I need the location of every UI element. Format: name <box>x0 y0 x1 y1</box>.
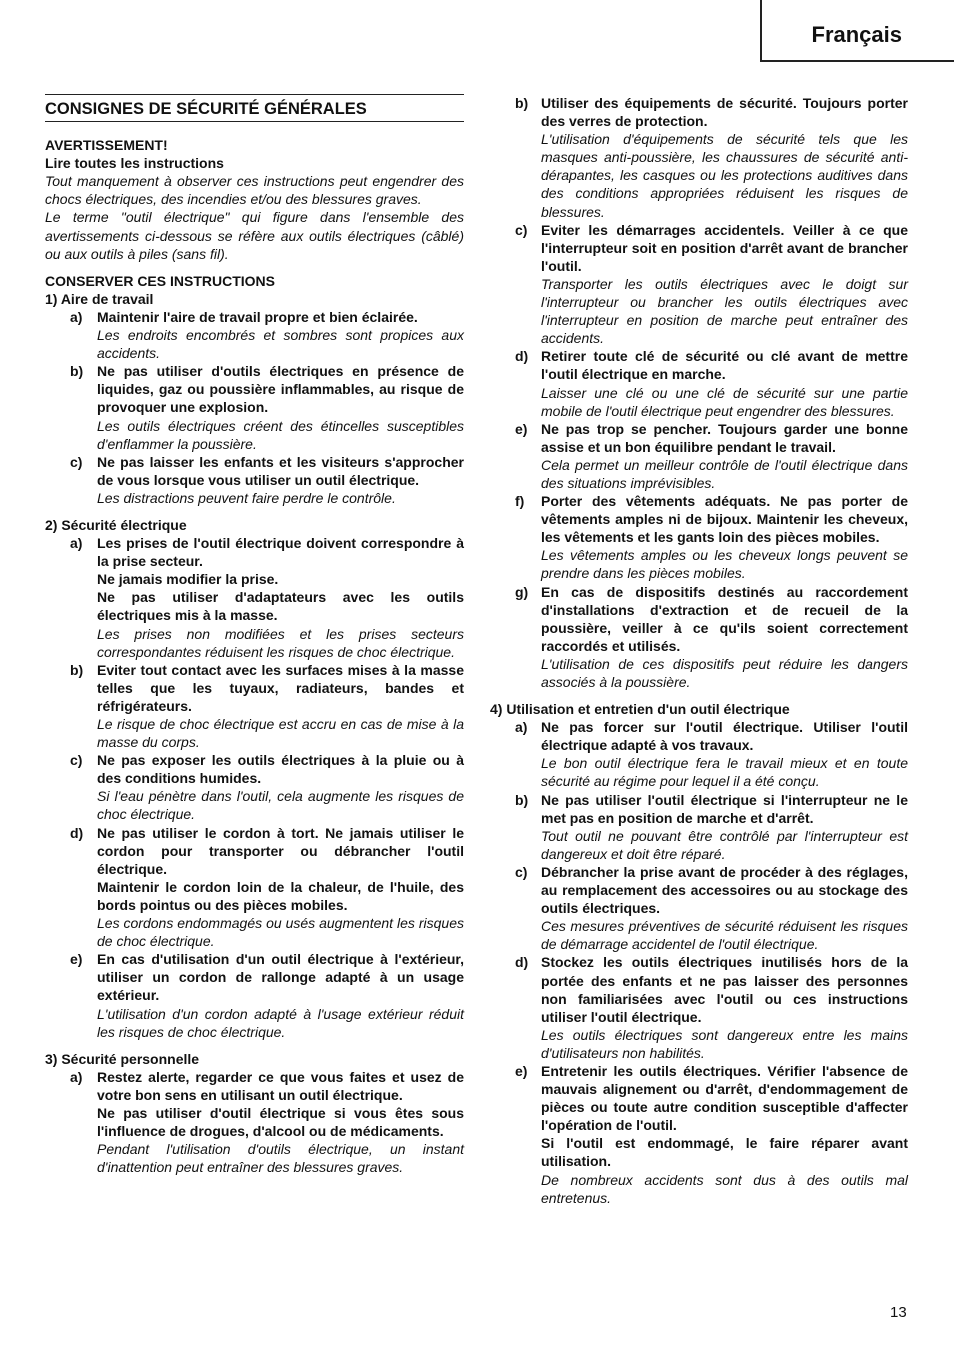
list-item: a) Ne pas forcer sur l'outil électrique. Utiliser l'outil électrique adapté à vos travaux. Le bon outil électrique fera le travail mieux et en toute sécurité au régime pour lequel il a été conçu. <box>515 719 908 790</box>
section-1-title: 1) Aire de travail <box>45 290 154 307</box>
list-item: c) Débrancher la prise avant de procéder à des réglages, au remplacement des accessoires ou au stockage des outils électriques. Ces mesures préventives de sécurité réduisent les risques de démarrage accidentel de l'outil électrique. <box>515 863 908 953</box>
list-item: b) Ne pas utiliser l'outil électrique si l'interrupteur ne le met pas en position de marche et d'arrêt. Tout outil ne pouvant être contrôlé par l'interrupteur est dangereux et doit être réparé. <box>515 791 908 862</box>
section-title: CONSIGNES DE SÉCURITÉ GÉNÉRALES <box>45 94 464 122</box>
warning-text-1: Tout manquement à observer ces instructions peut engendrer des chocs électriques, des incendies et/ou des blessures graves. <box>45 173 464 208</box>
list-item: c) Ne pas laisser les enfants et les visiteurs s'approcher de vous lorsque vous utiliser un outil électrique. Les distractions peuvent faire perdre le contrôle. <box>70 453 464 506</box>
language-label: Français <box>811 22 902 47</box>
read-all-instructions: Lire toutes les instructions <box>45 155 224 172</box>
list-item: f) Porter des vêtements adéquats. Ne pas porter de vêtements amples ni de bijoux. Maintenir les cheveux, les vêtements et les gants loin des pièces mobiles. Les vêtements amples ou les cheveux longs peuvent se prendre dans les pièces mobiles. <box>515 493 908 582</box>
language-tab <box>760 0 954 62</box>
list-item: b) Eviter tout contact avec les surfaces mises à la masse telles que les tuyaux, radiateurs, bandes et réfrigérateurs. Le risque de choc électrique est accru en cas de mise à la masse du corps. <box>70 661 464 751</box>
list-item: c) Ne pas exposer les outils électriques à la pluie ou à des conditions humides. Si l'eau pénètre dans l'outil, cela augmente les risques de choc électrique. <box>70 752 464 823</box>
keep-instructions: CONSERVER CES INSTRUCTIONS <box>45 272 275 289</box>
right-column <box>490 94 908 1207</box>
page-number: 13 <box>890 1304 907 1321</box>
list-item: a) Maintenir l'aire de travail propre et bien éclairée. Les endroits encombrés et sombres sont propices aux accidents. <box>70 308 464 362</box>
list-item: a) Les prises de l'outil électrique doivent correspondre à la prise secteur. Ne jamais modifier la prise. Ne pas utiliser d'adaptateurs avec les outils électriques mis à la masse. Les prises non modifiées et les prises secteurs correspondantes réduisent les risques de choc électrique. <box>70 535 464 660</box>
list-item: e) En cas d'utilisation d'un outil électrique à l'extérieur, utiliser un cordon de rallonge adapté à un usage extérieur. L'utilisation d'un cordon adapté à l'usage extérieur réduit les risques de choc électrique. <box>70 951 464 1040</box>
left-column <box>45 94 464 1176</box>
list-item: b) Utiliser des équipements de sécurité. Toujours porter des verres de protection. L'utilisation d'équipements de sécurité tels que les masques anti-poussière, les chaussures de sécurité anti-dérapantes, les casques ou les protections auditives dans des conditions appropriées réduisent les risques de blessures. <box>515 95 908 220</box>
list-item: e) Ne pas trop se pencher. Toujours garder une bonne assise et un bon équilibre pendant le travail. Cela permet un meilleur contrôle de l'outil électrique dans des situations imprévisibles. <box>515 420 908 491</box>
list-item: b) Ne pas utiliser d'outils électriques en présence de liquides, gaz ou poussière inflammables, au risque de provoquer une explosion. Les outils électriques créent des étincelles susceptibles d'enflammer la poussière. <box>70 363 464 452</box>
list-item: d) Stockez les outils électriques inutilisés hors de la portée des enfants et ne pas laisser des personnes non familiarisées avec l'outil ou ces instructions utiliser l'outil électrique. Les outils électriques sont dangereux entre les mains d'utilisateurs non habilités. <box>515 954 908 1061</box>
list-item: e) Entretenir les outils électriques. Vérifier l'absence de mauvais alignement ou d'arrêt, d'endommagement de pièces ou toute autre condition susceptible d'affecter l'opération de l'outil. Si l'outil est endommagé, le faire réparer avant utilisation. De nombreux accidents sont dus à des outils mal entretenus. <box>515 1062 908 1206</box>
list-item: a) Restez alerte, regarder ce que vous faites et usez de votre bon sens en utilisant un outil électrique. Ne pas utiliser d'outil électrique si vous êtes sous l'influence de drogues, d'alcool ou de médicaments. Pendant l'utilisation d'outils électrique, un instant d'inattention peut entraîner des blessures graves. <box>70 1068 464 1176</box>
list-item: g) En cas de dispositifs destinés au raccordement d'installations d'extraction et de recueil de la poussière, veiller à ce qu'ils soient correctement raccordés et utilisés. L'utilisation de ces dispositifs peut réduire les dangers associés à la poussière. <box>515 583 908 690</box>
list-item: d) Retirer toute clé de sécurité ou clé avant de mettre l'outil électrique en marche. Laisser une clé ou une clé de sécurité sur une partie mobile de l'outil électrique peut engendrer des blessures. <box>515 348 908 419</box>
list-item: c) Eviter les démarrages accidentels. Veiller à ce que l'interrupteur soit en position d'arrêt avant de brancher l'outil. Transporter les outils électriques avec le doigt sur l'interrupteur ou brancher les outils électriques avec l'interrupteur en position de marche peut entraîner des accidents. <box>515 221 908 347</box>
warning-title: AVERTISSEMENT! <box>45 137 168 154</box>
list-item: d) Ne pas utiliser le cordon à tort. Ne jamais utiliser le cordon pour transporter ou débrancher l'outil électrique. Maintenir le cordon loin de la chaleur, de l'huile, des bords pointus ou des pièces mobiles. Les cordons endommagés ou usés augmentent les risques de choc électrique. <box>70 824 464 950</box>
section-2-title: 2) Sécurité électrique <box>45 516 187 533</box>
section-4-title: 4) Utilisation et entretien d'un outil électrique <box>490 701 790 718</box>
warning-text-2: Le terme "outil électrique" qui figure dans l'ensemble des avertissements ci-dessous se réfère aux outils électriques (câblé) ou aux outils à piles (sans fil). <box>45 209 464 262</box>
section-3-title: 3) Sécurité personnelle <box>45 1050 200 1067</box>
